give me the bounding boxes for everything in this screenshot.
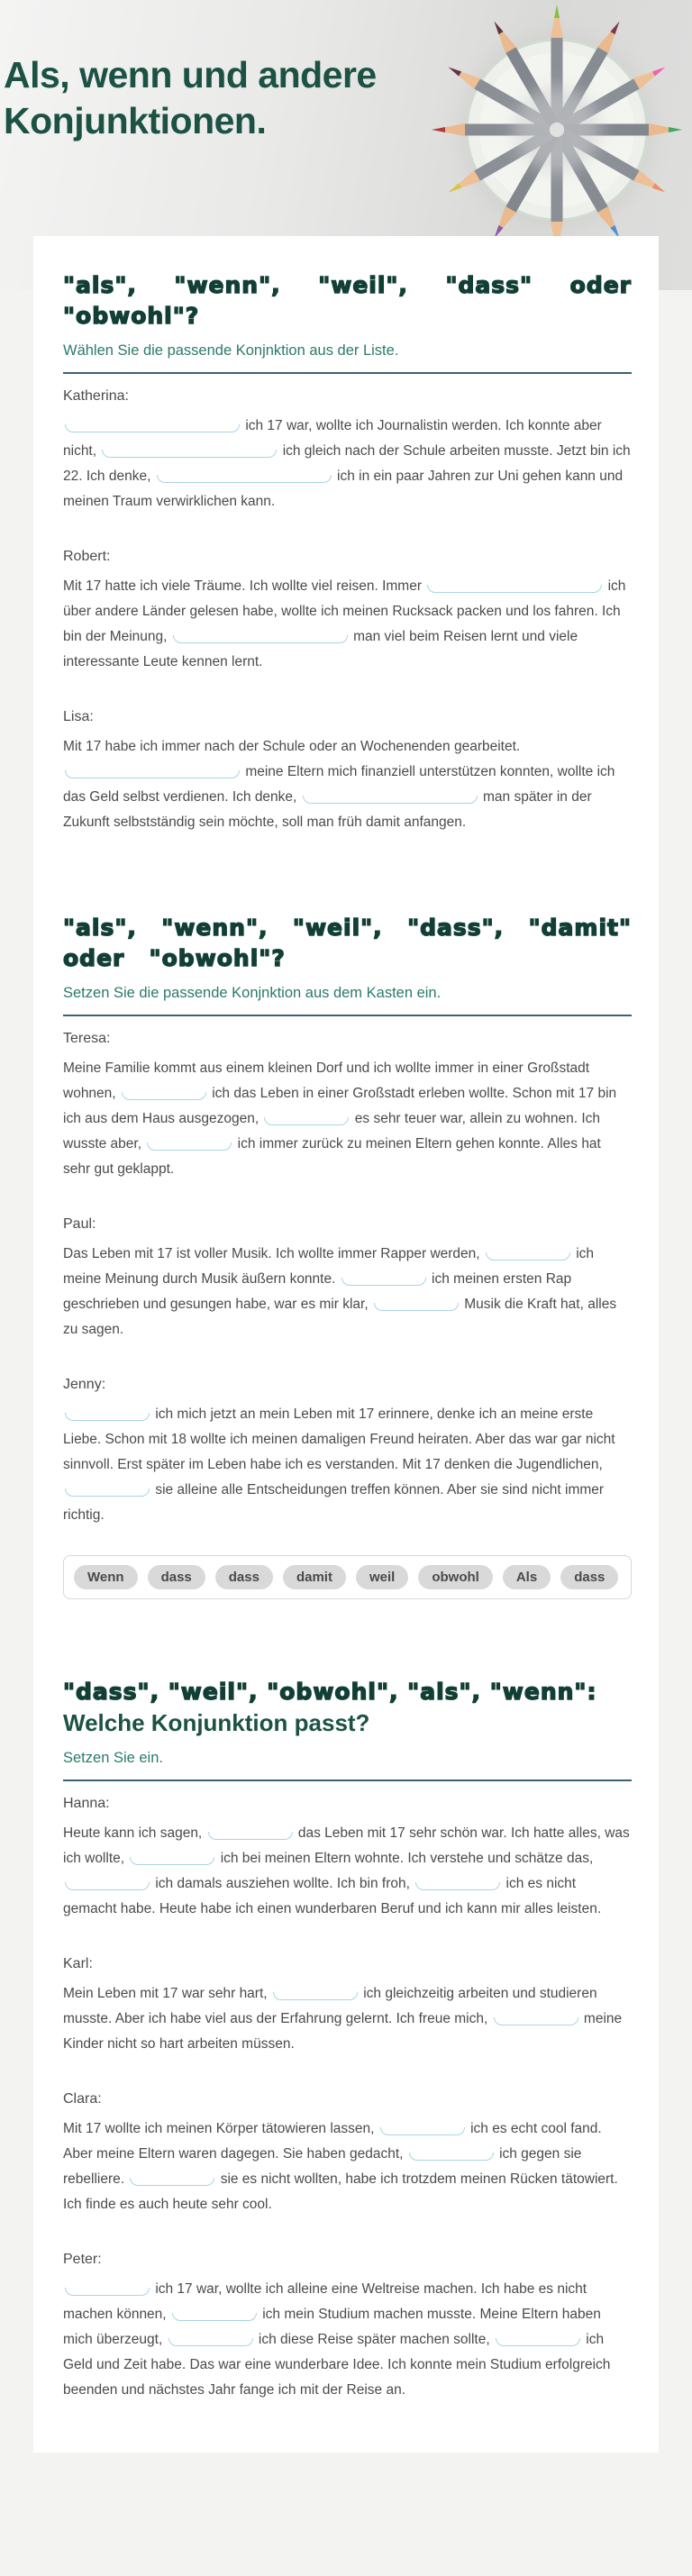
section-heading-keywords: "dass", "weil", "obwohl", "als", "wenn": — [63, 1679, 597, 1705]
text-segment: ich gegen sie rebelliere. — [63, 2146, 582, 2187]
word-chip[interactable]: obwohl — [418, 1565, 493, 1589]
text-segment: man viel beim Reisen lernt und viele interessante Leute kennen lernt. — [63, 629, 578, 669]
text-segment: ich Geld und Zeit habe. Das war eine wunderbare Idee. Ich konnte mein Studium erfolgreich beenden und nächstes Jahr fange ich mit der Reise an. — [63, 2332, 611, 2398]
text-segment: ich bei meinen Eltern wohnte. Ich verstehe und schätze das, — [220, 1851, 594, 1866]
worksheet-card — [33, 236, 659, 2453]
exercise-text — [63, 1981, 632, 2057]
text-segment: sie es nicht wollten, habe ich trotzdem meinen Rücken tätowiert. Ich finde es auch heute sehr cool. — [63, 2171, 618, 2212]
blank-field[interactable] — [496, 2338, 580, 2346]
word-chip[interactable]: weil — [356, 1565, 408, 1589]
section-instruction: Wählen Sie die passende Konjnktion aus der Liste. — [63, 342, 399, 359]
exercise-text — [63, 1821, 632, 1922]
exercise-block — [63, 1796, 632, 1922]
speaker-name: Teresa: — [63, 1031, 111, 1046]
text-segment: ich immer zurück zu meinen Eltern gehen konnte. Alles hat sehr gut geklappt. — [63, 1136, 601, 1177]
section-divider — [63, 1780, 632, 1781]
blank-field[interactable] — [415, 1882, 500, 1890]
section-heading — [63, 1677, 632, 1739]
text-segment: ich damals ausziehen wollte. Ich bin froh, — [155, 1876, 410, 1891]
blank-field[interactable] — [102, 450, 277, 458]
blank-field[interactable] — [130, 1857, 214, 1865]
blank-field[interactable] — [486, 1252, 570, 1261]
word-chip[interactable]: dass — [215, 1565, 273, 1589]
exercise-block — [63, 388, 632, 514]
text-segment: ich in ein paar Jahren zur Uni gehen kann und meinen Traum verwirklichen kann. — [63, 469, 624, 509]
blank-field[interactable] — [65, 424, 240, 432]
exercise-text — [63, 734, 632, 835]
blank-field[interactable] — [380, 2127, 465, 2135]
text-segment: ich 17 war, wollte ich Journalistin werden. Ich konnte aber nicht, — [63, 418, 602, 459]
exercise-block — [63, 1031, 632, 1182]
blank-field[interactable] — [122, 1092, 206, 1100]
blank-field[interactable] — [65, 1413, 150, 1421]
blank-field[interactable] — [494, 2017, 578, 2025]
blank-field[interactable] — [65, 1488, 150, 1497]
footer-space — [0, 2453, 692, 2483]
section-instruction: Setzen Sie ein. — [63, 1750, 163, 1766]
blank-field[interactable] — [173, 635, 348, 643]
speaker-name: Karl: — [63, 1956, 93, 1971]
exercise-block — [63, 1956, 632, 2057]
section-heading-keywords: "als", "wenn", "weil", "dass", "damit" oder "obwohl"? — [63, 915, 632, 971]
worksheet-section — [63, 913, 632, 1599]
text-segment: ich meinen ersten Rap geschrieben und gesungen habe, war es mir klar, — [63, 1271, 572, 1312]
text-segment: Mit 17 habe ich immer nach der Schule oder an Wochenenden gearbeitet. — [63, 739, 521, 754]
text-segment: ich mein Studium machen musste. Meine Eltern haben mich überzeugt, — [63, 2307, 601, 2347]
speaker-name: Hanna: — [63, 1796, 110, 1811]
text-segment: ich meine Meinung durch Musik äußern konnte. — [63, 1246, 595, 1287]
text-segment: ich es nicht gemacht habe. Heute habe ich einen wunderbaren Beruf und ich kann mir alles leisten. — [63, 1876, 602, 1916]
exercise-text — [63, 1402, 632, 1528]
speaker-name: Katherina: — [63, 388, 129, 404]
text-segment: sie alleine alle Entscheidungen treffen können. Aber sie sind nicht immer richtig. — [63, 1482, 605, 1523]
text-segment: ich gleichzeitig arbeiten und studieren musste. Aber ich habe viel aus der Erfahrung gelernt. Ich freue mich, — [63, 1986, 597, 2026]
text-segment: meine Eltern mich finanziell unterstützen konnten, wollte ich das Geld selbst verdienen. Ich denke, — [63, 764, 615, 805]
text-segment: das Leben mit 17 sehr schön war. Ich hatte alles, was ich wollte, — [63, 1825, 630, 1866]
exercise-block — [63, 1216, 632, 1343]
word-chip[interactable]: dass — [560, 1565, 618, 1589]
speaker-name: Clara: — [63, 2091, 102, 2107]
section-heading-question: Welche Konjunktion passt? — [63, 1709, 370, 1736]
exercise-text — [63, 1056, 632, 1182]
blank-field[interactable] — [157, 475, 332, 483]
text-segment: ich das Leben in einer Großstadt erleben wollte. Schon mit 17 bin ich aus dem Haus ausgezogen, — [63, 1086, 617, 1126]
speaker-name: Lisa: — [63, 709, 94, 724]
exercise-block — [63, 709, 632, 835]
page-title: Als, wenn und andere Konjunktionen. — [4, 54, 377, 141]
blank-field[interactable] — [208, 1832, 293, 1840]
exercise-text — [63, 1242, 632, 1343]
worksheet-section — [63, 270, 632, 835]
section-divider — [63, 1015, 632, 1016]
blank-field[interactable] — [65, 770, 240, 778]
section-divider — [63, 372, 632, 374]
blank-field[interactable] — [65, 2288, 150, 2296]
speaker-name: Paul: — [63, 1216, 96, 1232]
text-segment: ich 17 war, wollte ich alleine eine Weltreise machen. Ich habe es nicht machen können, — [63, 2281, 587, 2322]
blank-field[interactable] — [427, 585, 602, 593]
exercise-block — [63, 2091, 632, 2217]
blank-field[interactable] — [303, 796, 478, 804]
worksheet-section — [63, 1677, 632, 2403]
section-heading — [63, 913, 632, 974]
text-segment: Musik die Kraft hat, alles zu sagen. — [63, 1297, 617, 1337]
blank-field[interactable] — [264, 1117, 349, 1125]
text-segment: ich diese Reise später machen sollte, — [258, 2332, 490, 2347]
text-segment: Mein Leben mit 17 war sehr hart, — [63, 1986, 268, 2001]
speaker-name: Robert: — [63, 549, 111, 564]
blank-field[interactable] — [130, 2178, 214, 2186]
exercise-text — [63, 2277, 632, 2403]
text-segment: Mit 17 wollte ich meinen Körper tätowieren lassen, — [63, 2121, 375, 2136]
text-segment: ich über andere Länder gelesen habe, wollte ich meinen Rucksack packen und los fahren. Ich bin der Meinung, — [63, 578, 626, 644]
text-segment: Mit 17 hatte ich viele Träume. Ich wollte viel reisen. Immer — [63, 578, 422, 594]
word-bank — [63, 1555, 632, 1599]
text-segment: ich gleich nach der Schule arbeiten musste. Jetzt bin ich 22. Ich denke, — [63, 443, 631, 484]
text-segment: Heute kann ich sagen, — [63, 1825, 203, 1841]
speaker-name: Peter: — [63, 2252, 102, 2267]
word-chip[interactable]: damit — [283, 1565, 346, 1589]
text-segment: es sehr teuer war, allein zu wohnen. Ich wusste aber, — [63, 1111, 601, 1151]
text-segment: man später in der Zukunft selbstständig sein möchte, soll man früh damit anfangen. — [63, 789, 592, 830]
blank-field[interactable] — [172, 2313, 257, 2321]
word-chip[interactable]: Als — [503, 1565, 551, 1589]
exercise-text — [63, 2116, 632, 2217]
section-heading-keywords: "als", "wenn", "weil", "dass" oder "obwohl"? — [63, 272, 632, 329]
word-chip[interactable]: dass — [148, 1565, 205, 1589]
blank-field[interactable] — [65, 1882, 150, 1890]
blank-field[interactable] — [374, 1303, 459, 1311]
exercise-text — [63, 574, 632, 675]
exercise-text — [63, 414, 632, 514]
section-instruction: Setzen Sie die passende Konjnktion aus dem Kasten ein. — [63, 985, 442, 1001]
text-segment: Meine Familie kommt aus einem kleinen Dorf und ich wollte immer in einer Großstadt wohnen, — [63, 1060, 590, 1101]
word-chip[interactable]: Wenn — [74, 1565, 138, 1589]
section-heading — [63, 270, 632, 332]
text-segment: Das Leben mit 17 ist voller Musik. Ich wollte immer Rapper werden, — [63, 1246, 480, 1261]
blank-field[interactable] — [147, 1142, 232, 1151]
blank-field[interactable] — [273, 1992, 358, 2000]
blank-field[interactable] — [341, 1278, 426, 1286]
sections — [63, 270, 632, 2403]
exercise-block — [63, 2252, 632, 2403]
exercise-block — [63, 549, 632, 675]
text-segment: meine Kinder nicht so hart arbeiten müssen. — [63, 2011, 623, 2052]
text-segment: ich es echt cool fand. Aber meine Eltern waren dagegen. Sie haben gedacht, — [63, 2121, 602, 2162]
exercise-block — [63, 1377, 632, 1528]
blank-field[interactable] — [409, 2153, 494, 2161]
blank-field[interactable] — [168, 2338, 253, 2346]
text-segment: ich mich jetzt an mein Leben mit 17 erinnere, denke ich an meine erste Liebe. Schon mit 18 wollte ich meinen damaligen Freund heiraten. Aber das war gar nicht sinnvoll. Erst später im Leben habe ich es verstanden. Mit 17 denken die Jugendlichen, — [63, 1406, 615, 1472]
speaker-name: Jenny: — [63, 1377, 106, 1392]
